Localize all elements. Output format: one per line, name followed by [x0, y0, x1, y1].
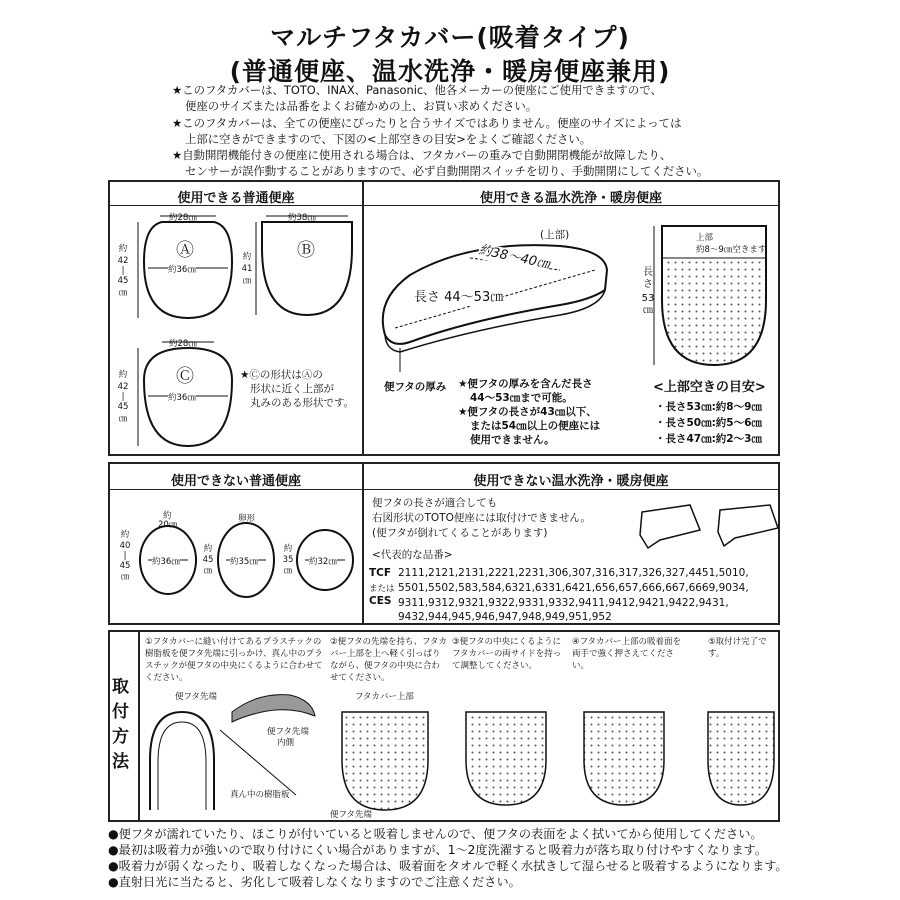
- note-line: 上部に空きができますので、下図の<上部空きの目安>をよくご確認ください。: [185, 132, 592, 146]
- maker-text: CES: [369, 595, 392, 607]
- step4-cover: [584, 712, 664, 805]
- text-line: 右図形状のTOTO便座には取付けできません。: [372, 512, 591, 524]
- dim-text: 約: [163, 511, 172, 521]
- dim-text: 約: [118, 370, 128, 380]
- gap-row: ・長さ53㎝:約8〜9㎝: [655, 401, 762, 413]
- page-subtitle: (普通便座、温水洗浄・暖房便座兼用): [229, 57, 671, 86]
- dim-text: 45: [117, 276, 129, 286]
- dim-text: 45: [119, 561, 131, 571]
- model-line: 9311,9312,9321,9322,9331,9332,9411,9412,9421,9422,9431,: [398, 597, 729, 609]
- note-line: 便座のサイズまたは品番をよくお確かめの上、お買い求めください。: [185, 99, 538, 113]
- note-line: ★このフタカバーは、全ての便座にぴったりと合うサイズではありません。便座のサイズによっては: [172, 116, 682, 130]
- gap-row: ・長さ50㎝:約5〜6㎝: [655, 417, 762, 429]
- maker-text: TCF: [369, 567, 392, 579]
- models-title: <代表的な品番>: [372, 549, 453, 561]
- bottom-note: ●最初は吸着力が強いので取り付けにくい場合がありますが、1〜2度洗濯すると吸着力が落ち取り付けやすくなります。: [108, 843, 767, 857]
- bottom-note: ●吸着力が弱くなったり、吸着しなくなった場合は、吸着面をタオルで軽く水拭きして湿らせると吸着するようになります。: [108, 859, 788, 873]
- seat-b-top-width: 約38㎝: [288, 213, 316, 223]
- text-line: (便フタが倒れてくることがあります): [372, 527, 548, 539]
- label-line: 上部: [696, 233, 714, 243]
- label-line: 約8〜9㎝空きます: [696, 245, 767, 255]
- dim-text: 40: [119, 541, 131, 551]
- model-line: 5501,5502,583,584,6321,6331,6421,656,657,666,667,6669,9034,: [398, 582, 749, 594]
- install-step-5: ⑤取付け完了です。: [708, 637, 767, 659]
- note-line: ★このフタカバーは、TOTO、INAX、Panasonic、他各メーカーの便座にご使用できますので、: [172, 83, 662, 97]
- install-char: 取: [112, 677, 129, 697]
- shape2-top: 卵形: [238, 514, 256, 524]
- install-step-2: ②便フタの先端を持ち、フタカバー上部を上へ軽く引っぱりながら、便フタの中央に合わせてください。: [330, 637, 447, 683]
- dim-text: 53: [641, 293, 655, 304]
- dim-text: ㎝: [118, 414, 128, 424]
- seat-c-width: 約36㎝: [168, 393, 196, 403]
- step3-cover: [466, 712, 546, 805]
- seat-c-label: Ⓒ: [176, 366, 194, 387]
- dim-text: ㎝: [203, 566, 213, 576]
- label-line: 便フタ先端: [267, 727, 309, 737]
- label-center-plate: 真ん中の樹脂板: [230, 790, 290, 800]
- dim-text: 45: [202, 555, 214, 565]
- dim-text: ㎝: [120, 572, 130, 582]
- model-line: 2111,2121,2131,2221,2231,306,307,316,317,326,327,4451,5010,: [398, 567, 749, 579]
- maker-text: または: [369, 584, 395, 594]
- usable-washlet-header: 使用できる温水洗浄・暖房便座: [479, 191, 662, 206]
- dim-text: ㎝: [118, 288, 128, 298]
- dim-text: |: [121, 392, 125, 402]
- note-line: ★便フタの厚みを含んだ長さ: [458, 378, 593, 390]
- seat-a-top-width: 約28㎝: [169, 213, 197, 223]
- note-line: 使用できません。: [470, 434, 555, 446]
- dim-text: 45: [117, 402, 129, 412]
- note-line: または54㎝以上の便座には: [470, 420, 601, 432]
- dim-text: |: [123, 551, 127, 561]
- dim-text: 42: [117, 256, 129, 266]
- washlet-thickness-label: 便フタの厚み: [384, 381, 447, 393]
- note-line: センサーが誤作動することがありますので、必ず自動開閉スイッチを切り、手動開閉にしてください。: [185, 164, 709, 178]
- seat-c-top-width: 約28㎝: [169, 339, 197, 349]
- step1-plate: [232, 695, 315, 722]
- dim-text: ㎝: [242, 276, 252, 286]
- washlet-top-label: (上部): [540, 229, 570, 241]
- unusable-standard-header: 使用できない普通便座: [170, 474, 301, 489]
- label-cover-top: フタカバー上部: [355, 692, 414, 702]
- dim-text: 約: [203, 544, 213, 554]
- dim-text: ㎝: [643, 305, 653, 316]
- install-char: 法: [112, 752, 129, 772]
- shape1-width: 約36㎝: [152, 557, 180, 567]
- washlet-width-label: 約38〜40㎝: [477, 242, 551, 273]
- bottom-note: ●便フタが濡れていたり、ほこりが付いていると吸着しませんので、便フタの表面をよく拭いてから使用してください。: [108, 827, 763, 841]
- step1-lid: [150, 712, 214, 810]
- washlet-length-label: 長さ 44〜53㎝: [414, 290, 504, 305]
- dim-text: 約: [283, 544, 293, 554]
- dim-text: 約: [118, 244, 128, 254]
- seat-a-label: Ⓐ: [176, 240, 194, 261]
- unusable-washlet-header: 使用できない温水洗浄・暖房便座: [473, 474, 669, 489]
- install-char: 方: [112, 727, 129, 747]
- note-line: ★Ⓒの形状はⒶの: [240, 369, 323, 381]
- step2-cover: [342, 712, 428, 810]
- dim-text: 42: [117, 382, 129, 392]
- gap-guide-title: <上部空きの目安>: [653, 380, 766, 395]
- dim-text: 41: [241, 264, 253, 274]
- text-line: 便フタの長さが適合しても: [372, 497, 498, 509]
- note-line: ★自動開閉機能付きの便座に使用される場合は、フタカバーの重みで自動開閉機能が故障したり、: [172, 148, 672, 162]
- note-line: 形状に近く上部が: [250, 383, 334, 395]
- usable-standard-header: 使用できる普通便座: [177, 191, 295, 206]
- dim-text: 20㎝: [158, 520, 178, 530]
- install-step-4: ④フタカバー上部の吸着面を両手で強く押さえてください。: [572, 637, 682, 671]
- dim-text: さ: [643, 279, 653, 290]
- step5-cover: [708, 712, 774, 805]
- dim-text: 約: [242, 252, 252, 262]
- label-line: 内側: [277, 738, 295, 748]
- note-line: ★便フタの長さが43㎝以下、: [458, 406, 597, 418]
- bottom-note: ●直射日光に当たると、劣化して吸着しなくなりますのでご注意ください。: [108, 875, 521, 889]
- install-char: 付: [112, 702, 129, 722]
- seat-b-label: Ⓑ: [297, 240, 315, 261]
- dim-text: 35: [282, 555, 294, 565]
- label-lid-tip: 便フタ先端: [175, 692, 217, 702]
- install-step-1: ①フタカバーに縫い付けてあるプラスチックの樹脂板を便フタ先端に引っかけ、真ん中のプラスチックが便フタの中央にくるように合わせてください。: [145, 637, 323, 683]
- seat-a-width: 約36㎝: [168, 265, 196, 275]
- page-title: マルチフタカバー(吸着タイプ): [270, 23, 630, 52]
- install-step-3: ③便フタの中央にくるようにフタカバーの両サイドを持って調整してください。: [452, 637, 562, 671]
- shape2-width: 約35㎝: [230, 557, 258, 567]
- note-line: 丸みのある形状です。: [250, 397, 355, 409]
- dim-text: |: [121, 266, 125, 276]
- note-line: 44〜53㎝まで可能。: [470, 392, 573, 404]
- label-lid-tip-2: 便フタ先端: [330, 810, 372, 820]
- gap-row: ・長さ47㎝:約2〜3㎝: [655, 433, 762, 445]
- dim-text: 長: [643, 267, 653, 278]
- model-line: 9432,944,945,946,947,948,949,951,952: [398, 611, 612, 623]
- dim-text: ㎝: [283, 566, 293, 576]
- dim-text: 約: [120, 530, 130, 540]
- shape3-width: 約32㎝: [309, 557, 337, 567]
